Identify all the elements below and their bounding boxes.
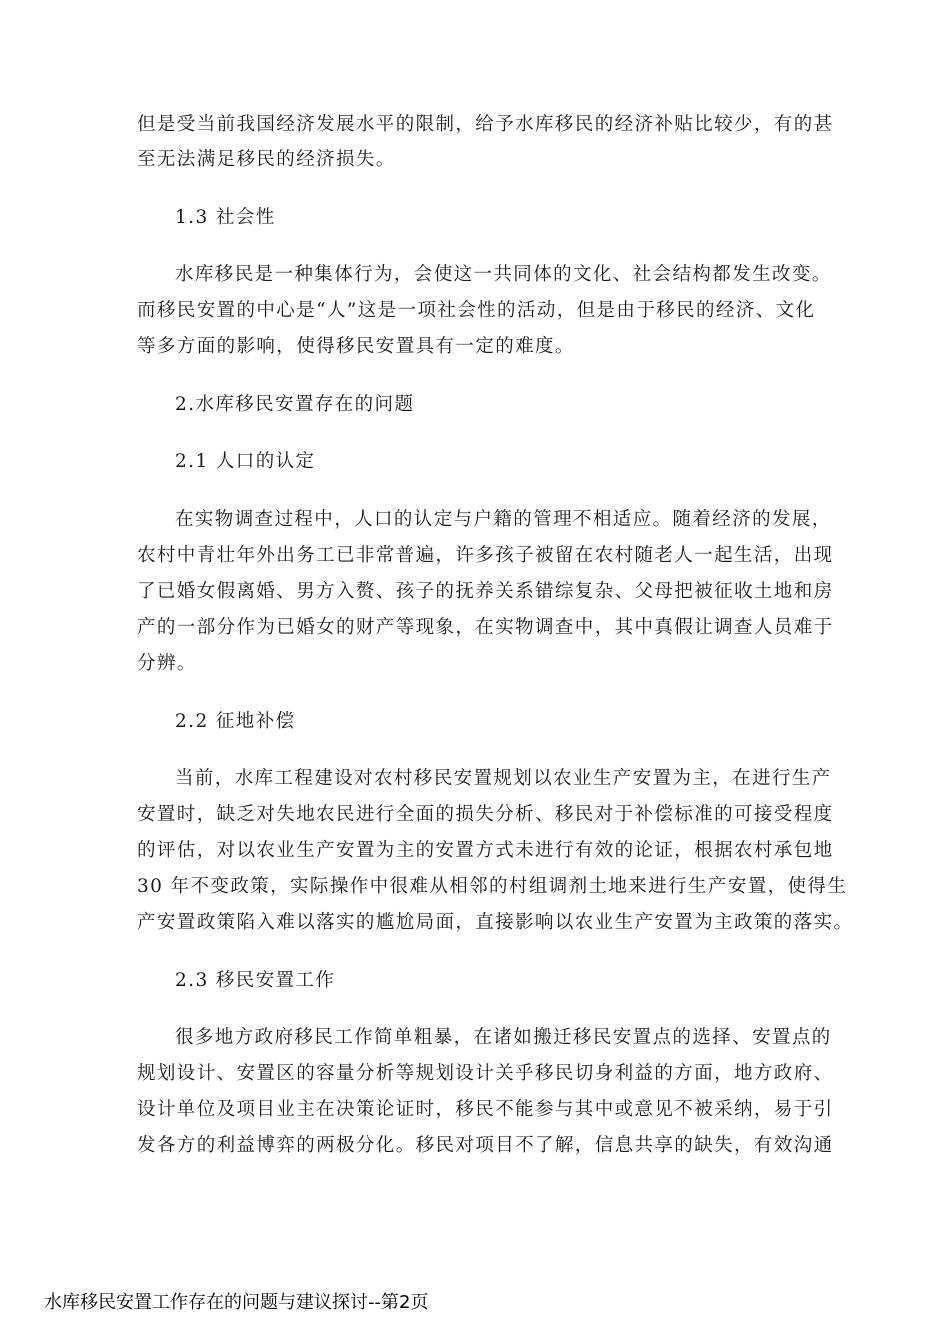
section-heading-2: 2.水库移民安置存在的问题 [175, 394, 415, 415]
body-text-line: 农村中青壮年外出务工已非常普遍，许多孩子被留在农村随老人一起生活，出现 [137, 545, 834, 566]
body-text-line: 很多地方政府移民工作简单粗暴，在诸如搬迁移民安置点的选择、安置点的 [175, 1027, 832, 1048]
body-text-line: 但是受当前我国经济发展水平的限制，给予水库移民的经济补贴比较少，有的甚 [137, 114, 834, 135]
body-text-line: 在实物调查过程中，人口的认定与户籍的管理不相适应。随着经济的发展， [175, 509, 832, 530]
body-text-line: 规划设计、安置区的容量分析等规划设计关乎移民切身利益的方面，地方政府、 [137, 1063, 834, 1084]
body-text-line: 安置时，缺乏对失地农民进行全面的损失分析、移民对于补偿标准的可接受程度 [137, 804, 834, 825]
body-text-line: 发各方的利益博弈的两极分化。移民对项目不了解，信息共享的缺失，有效沟通 [137, 1135, 834, 1156]
section-heading-2-2: 2.2 征地补偿 [175, 711, 296, 732]
body-text-line: 等多方面的影响，使得移民安置具有一定的难度。 [137, 336, 575, 357]
body-text-line: 分辨。 [137, 653, 197, 674]
page-footer: 水库移民安置工作存在的问题与建议探讨--第2页 [44, 1292, 429, 1313]
body-text-line: 设计单位及项目业主在决策论证时，移民不能参与其中或意见不被采纳，易于引 [137, 1099, 834, 1120]
body-text-line: 水库移民是一种集体行为，会使这一共同体的文化、社会结构都发生改变。 [175, 264, 832, 285]
section-heading-2-1: 2.1 人口的认定 [175, 451, 316, 472]
body-text-line: 至无法满足移民的经济损失。 [137, 149, 396, 170]
body-text-line: 产的一部分作为已婚女的财产等现象，在实物调查中，其中真假让调查人员难于 [137, 617, 834, 638]
section-heading-2-3: 2.3 移民安置工作 [175, 970, 336, 991]
section-heading-1-3: 1.3 社会性 [175, 207, 276, 228]
body-text-line: 产安置政策陷入难以落实的尴尬局面，直接影响以农业生产安置为主政策的落实。 [137, 912, 854, 933]
body-text-line: 而移民安置的中心是“人”这是一项社会性的活动，但是由于移民的经济、文化 [137, 300, 816, 321]
body-text-line: 当前，水库工程建设对农村移民安置规划以农业生产安置为主，在进行生产 [175, 768, 832, 789]
body-text-line: 30 年不变政策，实际操作中很难从相邻的村组调剂土地来进行生产安置，使得生 [137, 876, 848, 897]
body-text-line: 了已婚女假离婚、男方入赘、孩子的抚养关系错综复杂、父母把被征收土地和房 [137, 581, 834, 602]
body-text-line: 的评估，对以农业生产安置为主的安置方式未进行有效的论证，根据农村承包地 [137, 840, 834, 861]
